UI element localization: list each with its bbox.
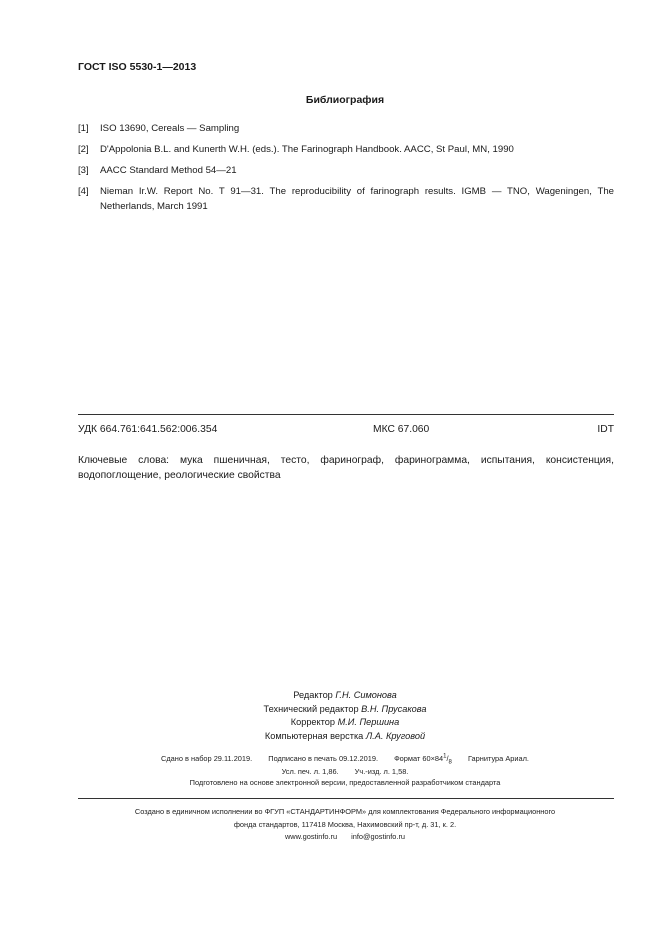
email-link[interactable]: info@gostinfo.ru <box>351 832 406 841</box>
keywords-line-1: Ключевые слова: мука пшеничная, тесто, фаринограф, фаринограмма, испытания, консистенция, <box>78 455 614 466</box>
footer-line-2: фонда стандартов, 117418 Москва, Нахимовский пр-т, д. 31, к. 2. <box>233 819 457 829</box>
bibliography-item <box>78 121 614 136</box>
udk-code: УДК 664.761:641.562:006.354 <box>78 424 218 435</box>
credit-role: Редактор <box>293 690 333 700</box>
paper-format-prefix: Формат 60×84 <box>394 754 444 764</box>
mks-code: МКС 67.060 <box>373 424 430 435</box>
credit-name: В.Н. Прусакова <box>361 703 427 714</box>
bibliography-item-number: [2] <box>78 144 89 155</box>
footer-block <box>0 806 661 844</box>
submitted-date: Сдано в набор 29.11.2019. <box>161 754 253 764</box>
pub-sheets: Уч.-изд. л. 1,58. <box>354 767 409 776</box>
top-divider <box>78 414 614 415</box>
paper-format: Формат $60\times 84^1/_8$ <box>394 754 452 766</box>
publishing-line-3: Подготовлено на основе электронной версии, предоставленной разработчиком стандарта <box>189 778 501 787</box>
paper-format-denominator: 8 <box>448 759 452 766</box>
credit-role: Корректор <box>290 717 335 727</box>
bibliography-item-number: [4] <box>78 186 89 197</box>
bibliography-item <box>78 184 614 214</box>
publishing-line-1 <box>0 754 661 766</box>
bibliography-item-number: [1] <box>78 123 89 134</box>
bibliography-item-text: D'Appolonia B.L. and Kunerth W.H. (eds.). The Farinograph Handbook. AACC, St Paul, MN, 1990 <box>100 144 514 155</box>
credit-name: М.И. Першина <box>337 717 400 727</box>
print-sheets: Усл. печ. л. 1,86. <box>281 767 339 776</box>
keywords <box>78 453 614 483</box>
keywords-line-2: водопоглощение, реологические свойства <box>78 470 281 481</box>
publishing-line-2 <box>0 767 661 776</box>
credits-block <box>0 689 661 743</box>
typeface: Гарнитура Ариал. <box>467 754 529 764</box>
bibliography-item-number: [3] <box>78 165 89 176</box>
credit-editor <box>0 689 661 703</box>
bottom-divider <box>78 798 614 799</box>
credit-name: Г.Н. Симонова <box>335 690 397 700</box>
document-code: ГОСТ ISO 5530-1—2013 <box>78 61 197 73</box>
credit-name: Л.А. Круговой <box>365 730 426 741</box>
signed-date: Подписано в печать 09.12.2019. <box>268 754 378 764</box>
bibliography-title: Библиография <box>305 94 385 106</box>
credit-corrector <box>0 716 661 730</box>
bibliography-item <box>78 163 614 178</box>
credit-tech-editor <box>0 703 661 717</box>
bibliography-item-text: AACC Standard Method 54—21 <box>100 165 237 176</box>
credit-role: Компьютерная верстка <box>264 730 364 741</box>
website-link[interactable]: www.gostinfo.ru <box>284 832 338 841</box>
bibliography-item <box>78 142 614 157</box>
bibliography-list <box>78 121 614 220</box>
credit-role: Технический редактор <box>263 703 359 714</box>
idt-label: IDT <box>597 424 614 435</box>
bibliography-item-text: ISO 13690, Cereals — Sampling <box>100 123 240 134</box>
paper-format-numerator: 1 <box>443 754 447 760</box>
credit-layout <box>0 730 661 744</box>
footer-line-1: Создано в единичном исполнении во ФГУП «СТАНДАРТИНФОРМ» для комплектования Федерального информационного <box>134 807 556 816</box>
bibliography-item-text: Nieman Ir.W. Report No. T 91—31. The reproducibility of farinograph results. IGMB — TNO, Wageningen, The Netherlands, March 1991 <box>100 186 614 212</box>
footer-line-3 <box>0 831 661 844</box>
